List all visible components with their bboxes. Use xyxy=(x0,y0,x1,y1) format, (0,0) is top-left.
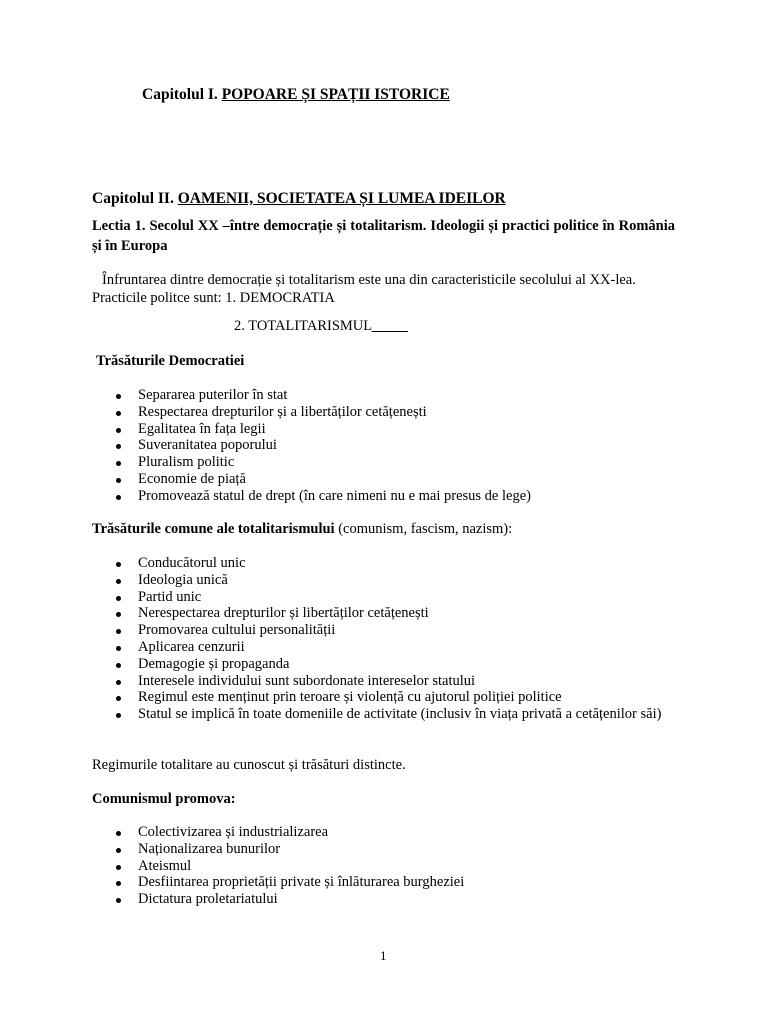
list-item: Partid unic xyxy=(92,589,678,606)
lesson-title: Lectia 1. Secolul XX –între democrație și totalitarism. Ideologii și practici politice în România și în Europa xyxy=(92,218,675,254)
bullet-icon xyxy=(116,478,121,483)
list-item: Interesele individului sunt subordonate intereselor statului xyxy=(92,673,678,690)
democracy-list xyxy=(92,387,531,505)
list-item: Desfiintarea proprietății private și înlăturarea burgheziei xyxy=(92,874,464,891)
chapter-2-title: OAMENII, SOCIETATEA ȘI LUMEA IDEILOR xyxy=(177,190,506,207)
list-item: Promovează statul de drept (în care nimeni nu e mai presus de lege) xyxy=(92,488,531,505)
totalitarianism-heading xyxy=(92,521,512,538)
regimes-note: Regimurile totalitare au cunoscut și trăsături distincte. xyxy=(92,757,406,773)
intro-totalitarism-label: 2. TOTALITARISMUL xyxy=(234,318,372,334)
list-item: Conducătorul unic xyxy=(92,555,678,572)
communism-list xyxy=(92,824,464,908)
list-item: Ideologia unică xyxy=(92,572,678,589)
bullet-icon xyxy=(116,663,121,668)
bullet-icon xyxy=(116,646,121,651)
bullet-icon xyxy=(116,898,121,903)
totalitarianism-heading-bold: Trăsăturile comune ale totalitarismului xyxy=(92,521,335,537)
bullet-icon xyxy=(116,461,121,466)
list-item: Suveranitatea poporului xyxy=(92,437,531,454)
list-item: Ateismul xyxy=(92,858,464,875)
intro-line-1: Înfruntarea dintre democrație și totalitarism este una din caracteristicile secolului al XX-lea. xyxy=(102,272,636,288)
list-item: Statul se implică în toate domeniile de activitate (inclusiv în viața privată a cetățenilor săi) xyxy=(92,706,678,723)
list-item: Aplicarea cenzurii xyxy=(92,639,678,656)
bullet-icon xyxy=(116,865,121,870)
list-item: Regimul este menținut prin teroare și violență cu ajutorul poliției politice xyxy=(92,689,678,706)
list-item: Pluralism politic xyxy=(92,454,531,471)
communism-heading: Comunismul promova: xyxy=(92,791,236,807)
list-item: Promovarea cultului personalității xyxy=(92,622,678,639)
totalitarianism-heading-rest: (comunism, fascism, nazism): xyxy=(334,521,513,537)
bullet-icon xyxy=(116,713,121,718)
bullet-icon xyxy=(116,881,121,886)
chapter-2-heading xyxy=(92,190,506,208)
chapter-1-heading xyxy=(142,86,450,104)
chapter-2-prefix: Capitolul II. xyxy=(92,190,174,207)
bullet-icon xyxy=(116,831,121,836)
bullet-icon xyxy=(116,629,121,634)
list-item: Nerespectarea drepturilor și libertăților cetățenești xyxy=(92,605,678,622)
bullet-icon xyxy=(116,680,121,685)
bullet-icon xyxy=(116,579,121,584)
bullet-icon xyxy=(116,411,121,416)
bullet-icon xyxy=(116,394,121,399)
bullet-icon xyxy=(116,696,121,701)
totalitarianism-list xyxy=(92,555,678,723)
list-item: Dictatura proletariatului xyxy=(92,891,464,908)
bullet-icon xyxy=(116,562,121,567)
bullet-icon xyxy=(116,495,121,500)
bullet-icon xyxy=(116,596,121,601)
bullet-icon xyxy=(116,612,121,617)
list-item: Respectarea drepturilor și a libertăților cetățenești xyxy=(92,404,531,421)
chapter-1-prefix: Capitolul I. xyxy=(142,86,218,103)
list-item: Demagogie și propaganda xyxy=(92,656,678,673)
bullet-icon xyxy=(116,444,121,449)
chapter-1-title: POPOARE ȘI SPAȚII ISTORICE xyxy=(221,86,450,103)
list-item: Egalitatea în fața legii xyxy=(92,421,531,438)
intro-line-3 xyxy=(234,318,408,335)
list-item: Separarea puterilor în stat xyxy=(92,387,531,404)
page-number: 1 xyxy=(380,948,387,963)
list-item: Economie de piață xyxy=(92,471,531,488)
intro-blank-line xyxy=(372,318,408,334)
list-item: Colectivizarea și industrializarea xyxy=(92,824,464,841)
intro-line-2: Practicile politce sunt: 1. DEMOCRATIA xyxy=(92,290,335,306)
democracy-heading: Trăsăturile Democratiei xyxy=(96,353,245,369)
list-item: Naționalizarea bunurilor xyxy=(92,841,464,858)
bullet-icon xyxy=(116,428,121,433)
bullet-icon xyxy=(116,848,121,853)
